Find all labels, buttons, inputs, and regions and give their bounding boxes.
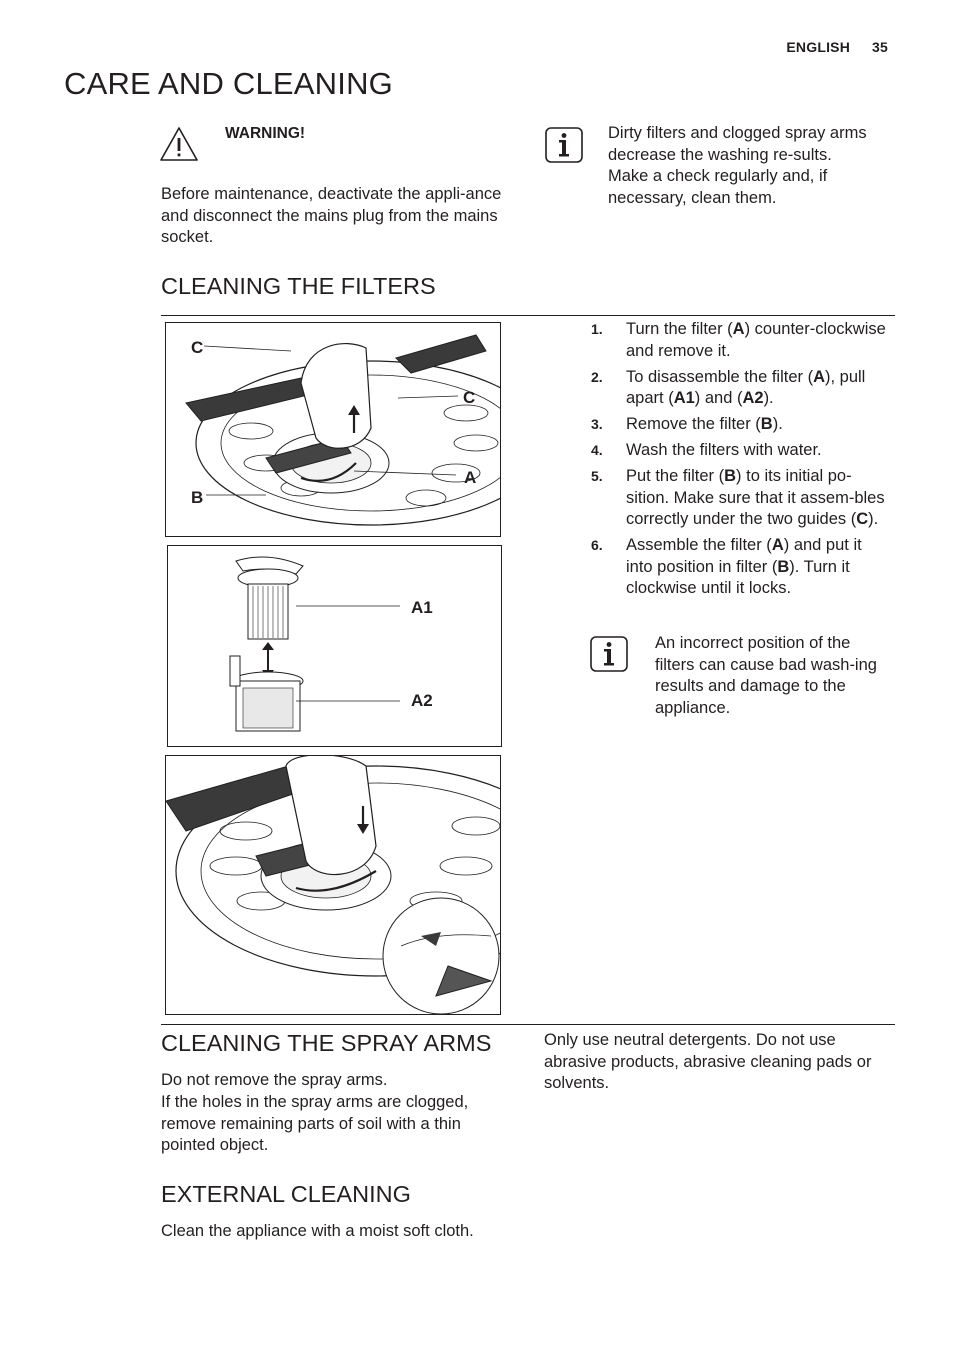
step-ref-letter: A [732, 320, 745, 338]
page-title: CARE AND CLEANING [64, 66, 393, 101]
step-text: Turn the filter ( [626, 320, 733, 338]
step-text: ), pull apart ( [626, 367, 866, 407]
figure-install-filter [165, 755, 501, 1015]
step-number: 4. [591, 442, 603, 458]
step-number: 5. [591, 468, 603, 484]
info-text-filters: An incorrect position of the filters can cause bad wash-ing results and damage to the appliance. [655, 634, 877, 717]
step-ref-letter: B [760, 415, 773, 433]
step-number: 6. [591, 537, 603, 553]
step-ref-letter: A [771, 536, 784, 554]
step-number: 1. [591, 321, 603, 337]
filter-step [591, 535, 891, 600]
info-icon [545, 127, 583, 163]
section-heading-spray-arms: CLEANING THE SPRAY ARMS [161, 1030, 492, 1056]
filter-step [591, 440, 891, 462]
step-text: ) and put it into position in filter ( [626, 536, 862, 576]
fig1-label-b: B [191, 488, 204, 507]
step-number: 3. [591, 416, 603, 432]
fig1-label-a: A [464, 468, 477, 487]
step-ref-letter: A [813, 367, 825, 386]
step-ref-letter: C [856, 510, 869, 528]
fig1-label-c-right: C [463, 388, 476, 407]
step-text: ) to its initial po-sition. Make sure that it assem-bles correctly under the two guides ( [626, 467, 885, 528]
fig1-label-c-left: C [191, 338, 204, 357]
external-cleaning-text: Clean the appliance with a moist soft cloth. [161, 1222, 474, 1240]
step-text: ). [763, 389, 774, 407]
detergents-note: Only use neutral detergents. Do not use abrasive products, abrasive cleaning pads or solvents. [544, 1031, 872, 1092]
filter-step [591, 414, 891, 436]
step-text: Remove the filter ( [626, 415, 761, 433]
warning-icon [158, 125, 200, 163]
figure-remove-filter [165, 322, 501, 537]
filter-step [591, 319, 891, 362]
section-heading-filters: CLEANING THE FILTERS [161, 273, 436, 299]
filter-step [591, 466, 891, 531]
step-number: 2. [591, 368, 603, 385]
step-ref-letter: B [777, 557, 790, 576]
spray-arms-text-2: If the holes in the spray arms are clogged, remove remaining parts of soil with a thin pointed object. [161, 1093, 469, 1154]
step-ref-letter: B [724, 467, 737, 485]
info-icon [590, 636, 628, 672]
step-text: Wash the filters with water. [626, 441, 822, 459]
step-text: Put the filter ( [626, 467, 725, 485]
step-text: ). [868, 510, 879, 528]
step-text: ) and ( [694, 389, 743, 407]
step-ref-letter: A1 [673, 389, 695, 407]
step-text: To disassemble the filter ( [626, 367, 814, 386]
fig2-label-a2: A2 [411, 691, 433, 710]
page-header [786, 39, 888, 55]
step-text: ). Turn it clockwise until it locks. [626, 557, 850, 597]
filter-step [591, 367, 891, 410]
header-language: ENGLISH [786, 39, 851, 55]
page-number: 35 [872, 39, 888, 55]
section-divider [161, 315, 895, 316]
section-divider [161, 1024, 895, 1025]
section-heading-external: EXTERNAL CLEANING [161, 1181, 411, 1207]
fig2-label-a1: A1 [411, 598, 433, 617]
step-ref-letter: A2 [742, 389, 764, 407]
filter-steps-list [591, 319, 891, 604]
info-text-top: Dirty filters and clogged spray arms decrease the washing re-sults. Make a check regularly and, if necessary, clean them. [608, 124, 867, 207]
step-text: Assemble the filter ( [626, 536, 772, 554]
step-text: ) counter-clockwise and remove it. [626, 320, 886, 360]
figure-disassemble-filter [167, 545, 502, 747]
warning-label: WARNING! [225, 125, 306, 142]
warning-text: Before maintenance, deactivate the appli-ance and disconnect the mains plug from the mains socket. [161, 185, 502, 246]
step-text: ). [772, 415, 783, 433]
spray-arms-text-1: Do not remove the spray arms. [161, 1071, 388, 1089]
